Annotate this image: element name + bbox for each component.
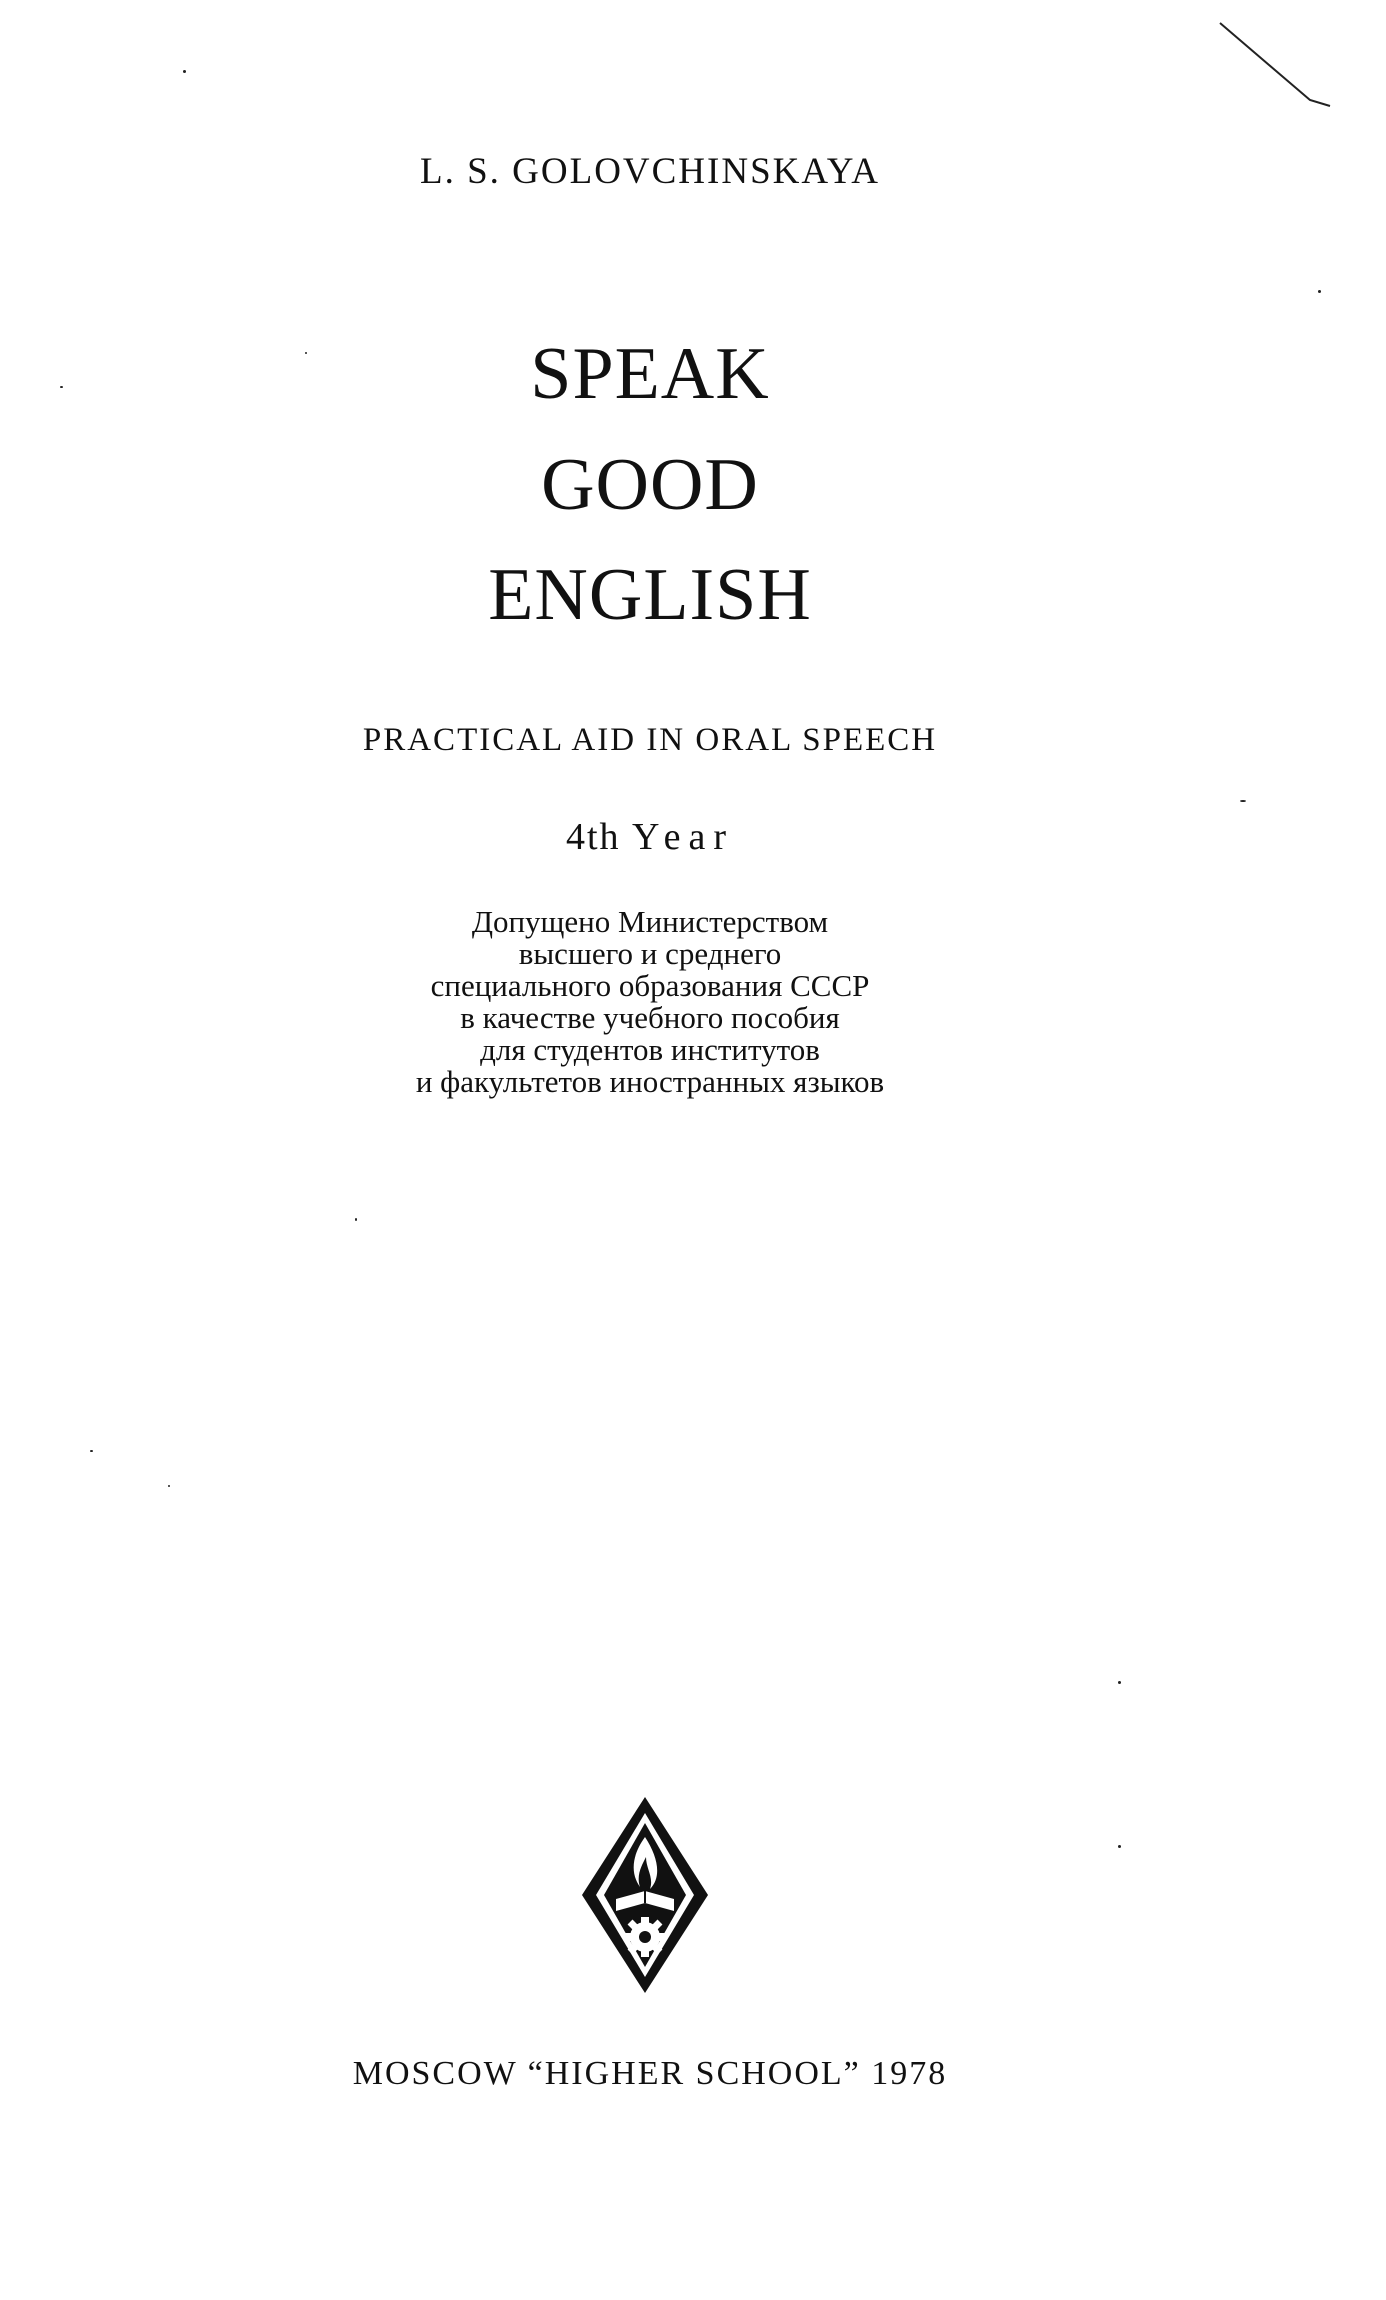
title-line-3: ENGLISH xyxy=(488,554,812,636)
scan-speck xyxy=(1240,800,1246,802)
title-line-2: GOOD xyxy=(541,444,759,526)
year-line xyxy=(0,815,1300,859)
publisher-imprint: MOSCOW “HIGHER SCHOOL” 1978 xyxy=(352,2055,948,2092)
scan-speck xyxy=(355,1218,357,1221)
year-word: Year xyxy=(632,816,735,858)
scan-speck xyxy=(90,1450,93,1452)
year-ordinal: 4th xyxy=(565,816,621,858)
approval-line-4: в качестве учебного пособия xyxy=(460,1000,840,1035)
approval-line-3: специального образования СССР xyxy=(430,968,870,1003)
approval-line-2: высшего и среднего xyxy=(518,936,782,971)
scan-speck xyxy=(1118,1845,1121,1848)
scan-speck xyxy=(183,70,186,73)
scan-speck xyxy=(60,386,63,388)
publisher-emblem-icon xyxy=(580,1795,710,1995)
approval-line-5: для студентов институтов xyxy=(480,1032,820,1067)
approval-line-6: и факультетов иностранных языков xyxy=(415,1064,885,1099)
approval-statement xyxy=(0,906,1300,1098)
author-name: L. S. GOLOVCHINSKAYA xyxy=(419,151,881,192)
subtitle: PRACTICAL AID IN ORAL SPEECH xyxy=(362,722,938,758)
approval-line-1: Допущено Министерством xyxy=(471,904,829,939)
scan-mark-icon xyxy=(1215,18,1335,118)
scan-speck xyxy=(305,352,307,354)
scan-speck xyxy=(168,1485,170,1487)
title-line-1: SPEAK xyxy=(530,333,770,415)
scan-speck xyxy=(1118,1681,1121,1684)
scan-speck xyxy=(1318,290,1321,293)
